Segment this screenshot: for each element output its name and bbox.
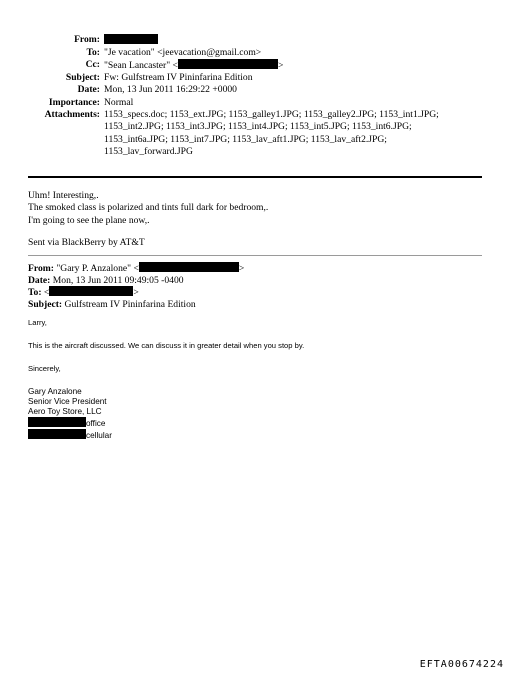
- attachments-list: [104, 109, 464, 158]
- attachments-label: Attachments:: [44, 109, 100, 120]
- date-row: [0, 84, 512, 97]
- message-line: I'm going to see the plane now,.: [28, 214, 150, 226]
- message-line: The smoked class is polarized and tints full dark for bedroom,.: [28, 202, 269, 214]
- fw-subject-row: [28, 299, 244, 311]
- fw-from-label: From:: [28, 263, 54, 274]
- importance-row: [0, 97, 512, 110]
- signature-company: Aero Toy Store, LLC: [28, 407, 102, 416]
- fw-to-value: <: [43, 287, 50, 298]
- greeting-text: Larry,: [28, 318, 47, 327]
- redaction-block: [28, 429, 86, 439]
- closing-text: Sincerely,: [28, 364, 61, 373]
- attachments-line: 1153_lav_forward.JPG: [104, 145, 193, 157]
- body-text: This is the aircraft discussed. We can discuss it in greater detail when you stop by.: [28, 341, 305, 350]
- fw-subject-value: Gulfstream IV Pininfarina Edition: [64, 298, 196, 310]
- fw-date-label: Date:: [28, 274, 51, 286]
- sent-via-text: Sent via BlackBerry by AT&T: [28, 237, 145, 249]
- signature-name: Gary Anzalone: [28, 387, 82, 396]
- forward-divider: [28, 255, 482, 256]
- date-label: Date:: [77, 84, 100, 95]
- email-header: [0, 34, 512, 157]
- from-label: From:: [74, 34, 100, 45]
- signature-office-row: [28, 417, 112, 429]
- importance-value: Normal: [104, 96, 134, 108]
- fw-subject-label: Subject:: [28, 298, 63, 310]
- attachments-line: 1153_specs.doc; 1153_ext.JPG; 1153_galley1.JPG; 1153_galley2.JPG; 1153_int1.JPG;: [104, 109, 439, 120]
- signature-block: [28, 387, 112, 441]
- signature-office: office: [86, 419, 106, 428]
- message-body: [28, 190, 268, 250]
- redaction-block: [49, 286, 133, 296]
- importance-label: Importance:: [48, 96, 100, 108]
- cc-value: "Sean Lancaster" <: [104, 60, 178, 71]
- redaction-block: [28, 417, 86, 427]
- fw-date-value: Mon, 13 Jun 2011 09:49:05 -0400: [52, 274, 184, 286]
- redaction-block: [139, 262, 239, 272]
- redaction-block: [178, 59, 278, 69]
- cc-row: Cc: "Sean Lancaster" < >: [85, 59, 284, 71]
- subject-label: Subject:: [65, 71, 100, 83]
- to-row: [0, 47, 512, 60]
- from-row: [0, 34, 512, 47]
- forwarded-header: [28, 262, 244, 310]
- fw-to-row: To: < >: [28, 287, 139, 298]
- redaction-block: [104, 34, 158, 44]
- fw-from-row: From: "Gary P. Anzalone" < >: [28, 263, 245, 274]
- fw-to-label: To:: [28, 287, 42, 298]
- message-line: Uhm! Interesting,.: [28, 190, 99, 201]
- cc-label: Cc:: [85, 59, 100, 70]
- header-divider: [28, 176, 482, 178]
- fw-date-row: [28, 275, 244, 287]
- document-id: EFTA00674224: [419, 659, 504, 670]
- signature-cellular-row: [28, 429, 112, 441]
- signature-title: Senior Vice President: [28, 397, 107, 406]
- to-label: To:: [86, 46, 100, 58]
- signature-cellular: cellular: [86, 431, 112, 440]
- attachments-row: [0, 109, 512, 157]
- to-value: "Je vacation" <jeevacation@gmail.com>: [104, 46, 262, 58]
- subject-row: [0, 72, 512, 85]
- attachments-line: 1153_int6a.JPG; 1153_int7.JPG; 1153_lav_aft1.JPG; 1153_lav_aft2.JPG;: [104, 133, 387, 145]
- subject-value: Fw: Gulfstream IV Pininfarina Edition: [104, 71, 253, 83]
- fw-from-value: "Gary P. Anzalone" <: [56, 263, 139, 274]
- attachments-line: 1153_int2.JPG; 1153_int3.JPG; 1153_int4.JPG; 1153_int5.JPG; 1153_int6.JPG;: [104, 121, 412, 133]
- date-value: Mon, 13 Jun 2011 16:29:22 +0000: [104, 84, 237, 95]
